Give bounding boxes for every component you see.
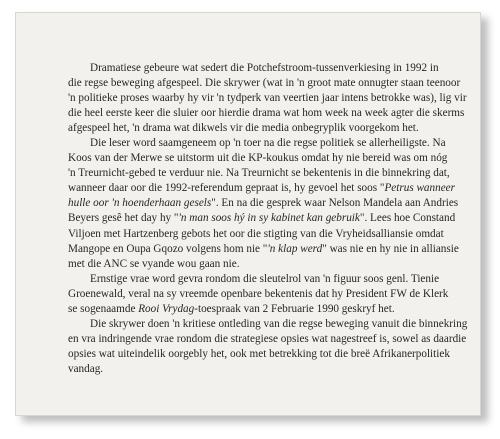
- text-run: wanneer daar oor die 1992-referendum gepraat is, hy gevoel het soos ": [68, 182, 385, 195]
- text-line: [46, 121, 456, 136]
- text-line: [46, 91, 467, 106]
- text-run: 'n politieke proses waarby hy vir 'n tydperk van veertien jaar intens betrokke was), lig vir: [68, 92, 467, 105]
- text-line: [46, 272, 456, 287]
- text-line: [46, 242, 459, 257]
- text-run: Die skrywer doen 'n kritiese ontleding van die regse beweging vanuit die binnekring: [90, 317, 468, 330]
- text-run: Beyers gesê het day hy ": [68, 212, 179, 225]
- text-run: die heel eerste keer die sluier oor hierdie drama wat hom week na week agter die skerms: [68, 107, 465, 120]
- paragraph-2: [46, 136, 459, 271]
- text-run: " was nie en hy nie in alliansie: [322, 242, 459, 255]
- text-run: 'n Treurnicht-gebed te verduur nie. Na Treurnicht se bekentenis in die binnekring dat,: [68, 167, 450, 180]
- italic-quote: hulle oor 'n hoenderhaan gesels: [68, 197, 212, 210]
- text-run: en vra indringende vrae rondom die strategiese opsies wat nagestreef is, sowel as daardie: [68, 332, 467, 345]
- text-line: [46, 106, 465, 121]
- text-line: [46, 61, 456, 76]
- text-run: die regse beweging afgespeel. Die skrywer (wat in 'n groot mate onnugter staan teenoor: [68, 77, 461, 90]
- text-line: [46, 151, 456, 166]
- paragraph-4: [46, 317, 468, 377]
- text-run: Dramatiese gebeure wat sedert die Potchefstroom-tussenverkiesing in 1992 in: [90, 62, 439, 74]
- italic-quote: 'n klap werd: [267, 242, 323, 255]
- text-line: [46, 166, 456, 181]
- text-run: Viljoen met Hartzenberg gebots het oor die stigting van die Vryheidsalliansie omdat: [68, 227, 444, 240]
- italic-quote: Petrus wanneer: [384, 182, 456, 195]
- text-run: Groenewald, veral na sy vreemde openbare bekentenis dat hy President FW de Klerk: [68, 287, 449, 300]
- text-run: met die ANC se vyande wou gaan nie.: [68, 257, 240, 270]
- text-run: ". En na die gesprek waar Nelson Mandela aan Andries: [211, 197, 459, 210]
- text-line: [46, 362, 456, 377]
- text-run: Koos van der Merwe se uitstorm uit die KP-koukus omdat hy nie bereid was om nóg: [68, 152, 448, 165]
- text-line: [46, 211, 456, 226]
- italic-quote: Rooi Vrydag: [138, 302, 195, 315]
- text-line: [46, 136, 456, 151]
- text-line: [46, 196, 459, 211]
- blurb-text: [46, 61, 468, 377]
- text-line: [46, 257, 456, 272]
- text-line: [46, 76, 461, 91]
- text-line: [46, 287, 456, 302]
- text-run: afgespeel het, 'n drama wat dikwels vir die media onbegryplik voorgekom het.: [68, 122, 419, 135]
- text-line: [46, 181, 456, 196]
- text-run: opsies wat uiteindelik oorgebly het, ook met betrekking tot die breë Afrikanerpolitiek: [68, 347, 450, 360]
- text-run: -toespraak van 2 Februarie 1990 geskryf het.: [194, 302, 395, 315]
- paragraph-1: [46, 61, 467, 136]
- text-run: se sogenaamde: [68, 302, 139, 315]
- text-line: [46, 302, 456, 317]
- paragraph-3: [46, 272, 456, 317]
- text-line: [46, 227, 456, 242]
- text-line: [46, 347, 456, 362]
- text-line: [46, 332, 467, 347]
- text-run: Mangope en Oupa Gqozo volgens hom nie ": [68, 242, 268, 255]
- text-run: vandag.: [68, 362, 104, 375]
- text-run: ". Lees hoe Constand: [359, 212, 456, 225]
- text-run: Ernstige vrae word gevra rondom die sleutelrol van 'n figuur soos genl. Tienie: [90, 272, 440, 285]
- text-line: [46, 317, 468, 332]
- italic-quote: 'n man soos hý in sy kabinet kan gebruik: [178, 212, 360, 225]
- text-run: Die leser word saamgeneem op 'n toer na die regse politiek se allerheiligste. Na: [90, 137, 446, 150]
